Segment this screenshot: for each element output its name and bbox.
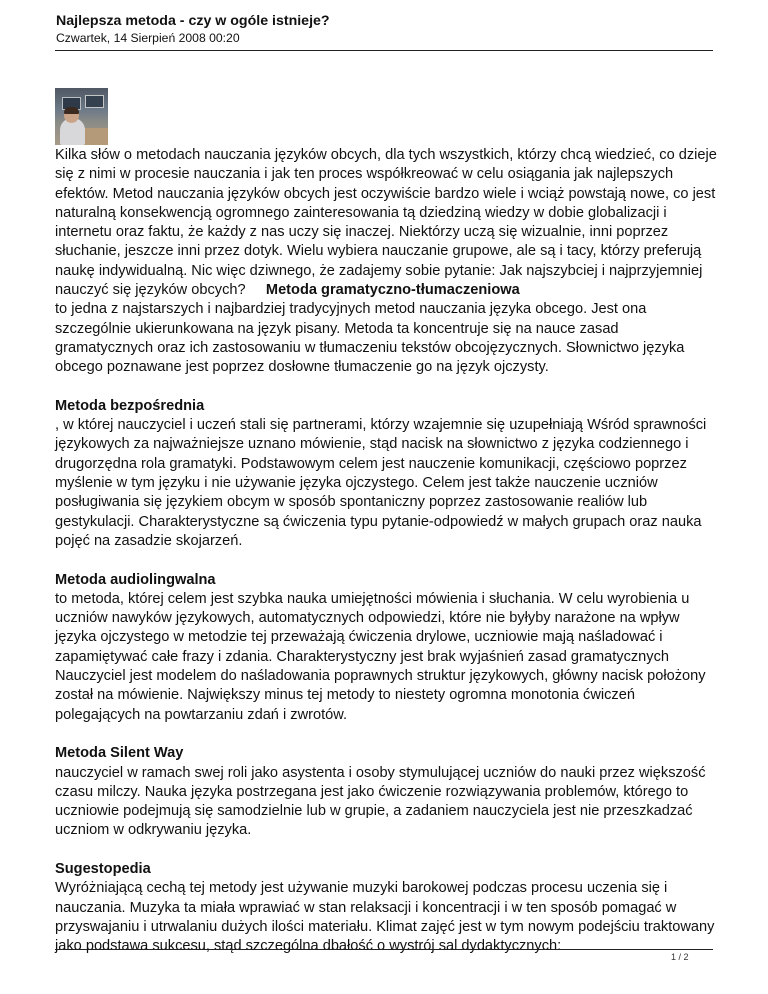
section-heading: Sugestopedia	[55, 860, 151, 877]
intro-text: Kilka słów o metodach nauczania języków obcych, dla tych wszystkich, którzy chcą wiedzieć, co dzieje się z nimi w procesie nauczania i jak ten proces współkreować w celu osiągania jak najlepszych efektów. Metod nauczania języków obcych jest oczywiście bardzo wiele i wciąż powstają nowe, co jest naturalną konsekwencją ogromnego zainteresowania tą dziedziną wiedzy w dobie globalizacji i internetu oraz faktu, że każdy z nas uczy się inaczej. Niektórzy uczą się wizualnie, inni poprzez słuchanie, jeszcze inni przez dotyk. Wielu wybiera nauczanie grupowe, ale są i tacy, którzy preferują naukę indywidualną. Nic więc dziwnego, że zadajemy sobie pytanie: Jak najszybciej i najprzyjemniej nauczyć się języków obcych?	[55, 147, 717, 299]
section	[55, 860, 717, 956]
section-body: , w której nauczyciel i uczeń stali się partnerami, którzy wzajemnie się uzupełniają Wśród sprawności językowych za najważniejsze uznano mówienie, stąd nacisk na słownictwo z języka codziennego i drugorzędna rola gramatyki. Podstawowym celem jest nauczenie komunikacji, częściowo poprzez myślenie w tym języku i nie używanie języka ojczystego. Celem jest także nauczenie uczniów posługiwania się językiem obcym w sposób spontaniczny poprzez zastosowanie realiów lub gestykulacji. Charakterystyczne są ćwiczenia typu pytanie-odpowiedź w małych grupach oraz nauka pojęć na zasadzie skojarzeń.	[55, 417, 707, 549]
intro-paragraph	[55, 146, 717, 378]
article-body	[55, 146, 717, 956]
section-heading: Metoda audiolingwalna	[55, 571, 216, 588]
article-title: Najlepsza metoda - czy w ogóle istnieje?	[56, 13, 330, 29]
footer-divider	[55, 949, 713, 950]
section	[55, 397, 717, 551]
section	[55, 744, 717, 840]
section	[55, 571, 717, 725]
classroom-photo-icon	[55, 88, 108, 145]
section-body: nauczyciel w ramach swej roli jako asystenta i osoby stymulującej uczniów do nauki przez większość czasu milczy. Nauka języka postrzegana jest jako ćwiczenie rozwiązywania problemów, którego to uczniowie podejmują się samodzielnie lub w grupie, a zadaniem nauczyciela jest nie przeszkadzać uczniom w odkrywaniu języka.	[55, 764, 706, 839]
page-number: 1 / 2	[671, 952, 689, 962]
header-divider	[55, 50, 713, 51]
section-body: to metoda, której celem jest szybka nauka umiejętności mówienia i słuchania. W celu wyrobienia u uczniów nawyków językowych, automatycznych odpowiedzi, które nie byłyby narażone na wpływ języka ojczystego w metodzie tej przeważają ćwiczenia drylowe, uczniowie mają naśladować i zapamiętywać całe frazy i zdania. Charakterystyczny jest brak wyjaśnień zasad gramatycznych Nauczyciel jest modelem do naśladowania poprawnych struktur językowych, główny nacisk położony został na mówienie. Największy minus tej metody to niestety ogromna monotonia ćwiczeń polegających na powtarzaniu zdań i zwrotów.	[55, 590, 706, 723]
section-body: to jedna z najstarszych i najbardziej tradycyjnych metod nauczania języka obcego. Jest ona szczególnie ukierunkowana na język pisany. Metoda ta koncentruje się na nauce zasad gramatycznych oraz ich zastosowaniu w tłumaczeniu tekstów obcojęzycznych. Słownictwo języka obcego poznawane jest poprzez dosłowne tłumaczenie go na język ojczysty.	[55, 301, 685, 376]
article-date: Czwartek, 14 Sierpień 2008 00:20	[56, 31, 240, 45]
section-heading: Metoda Silent Way	[55, 745, 184, 762]
section-heading: Metoda bezpośrednia	[55, 397, 205, 414]
section-heading: Metoda gramatyczno-tłumaczeniowa	[265, 282, 520, 299]
section-body: Wyróżniającą cechą tej metody jest używanie muzyki barokowej podczas procesu uczenia się i nauczania. Muzyka ta miała wprawiać w stan relaksacji i koncentracji i w ten sposób pomagać w przyswajaniu i utrwalaniu dużych ilości materiału. Klimat zajęć jest w tym nowym podejściu traktowany jako podstawa sukcesu, stąd szczególna dbałość o wystrój sal dydaktycznych:	[55, 880, 715, 955]
